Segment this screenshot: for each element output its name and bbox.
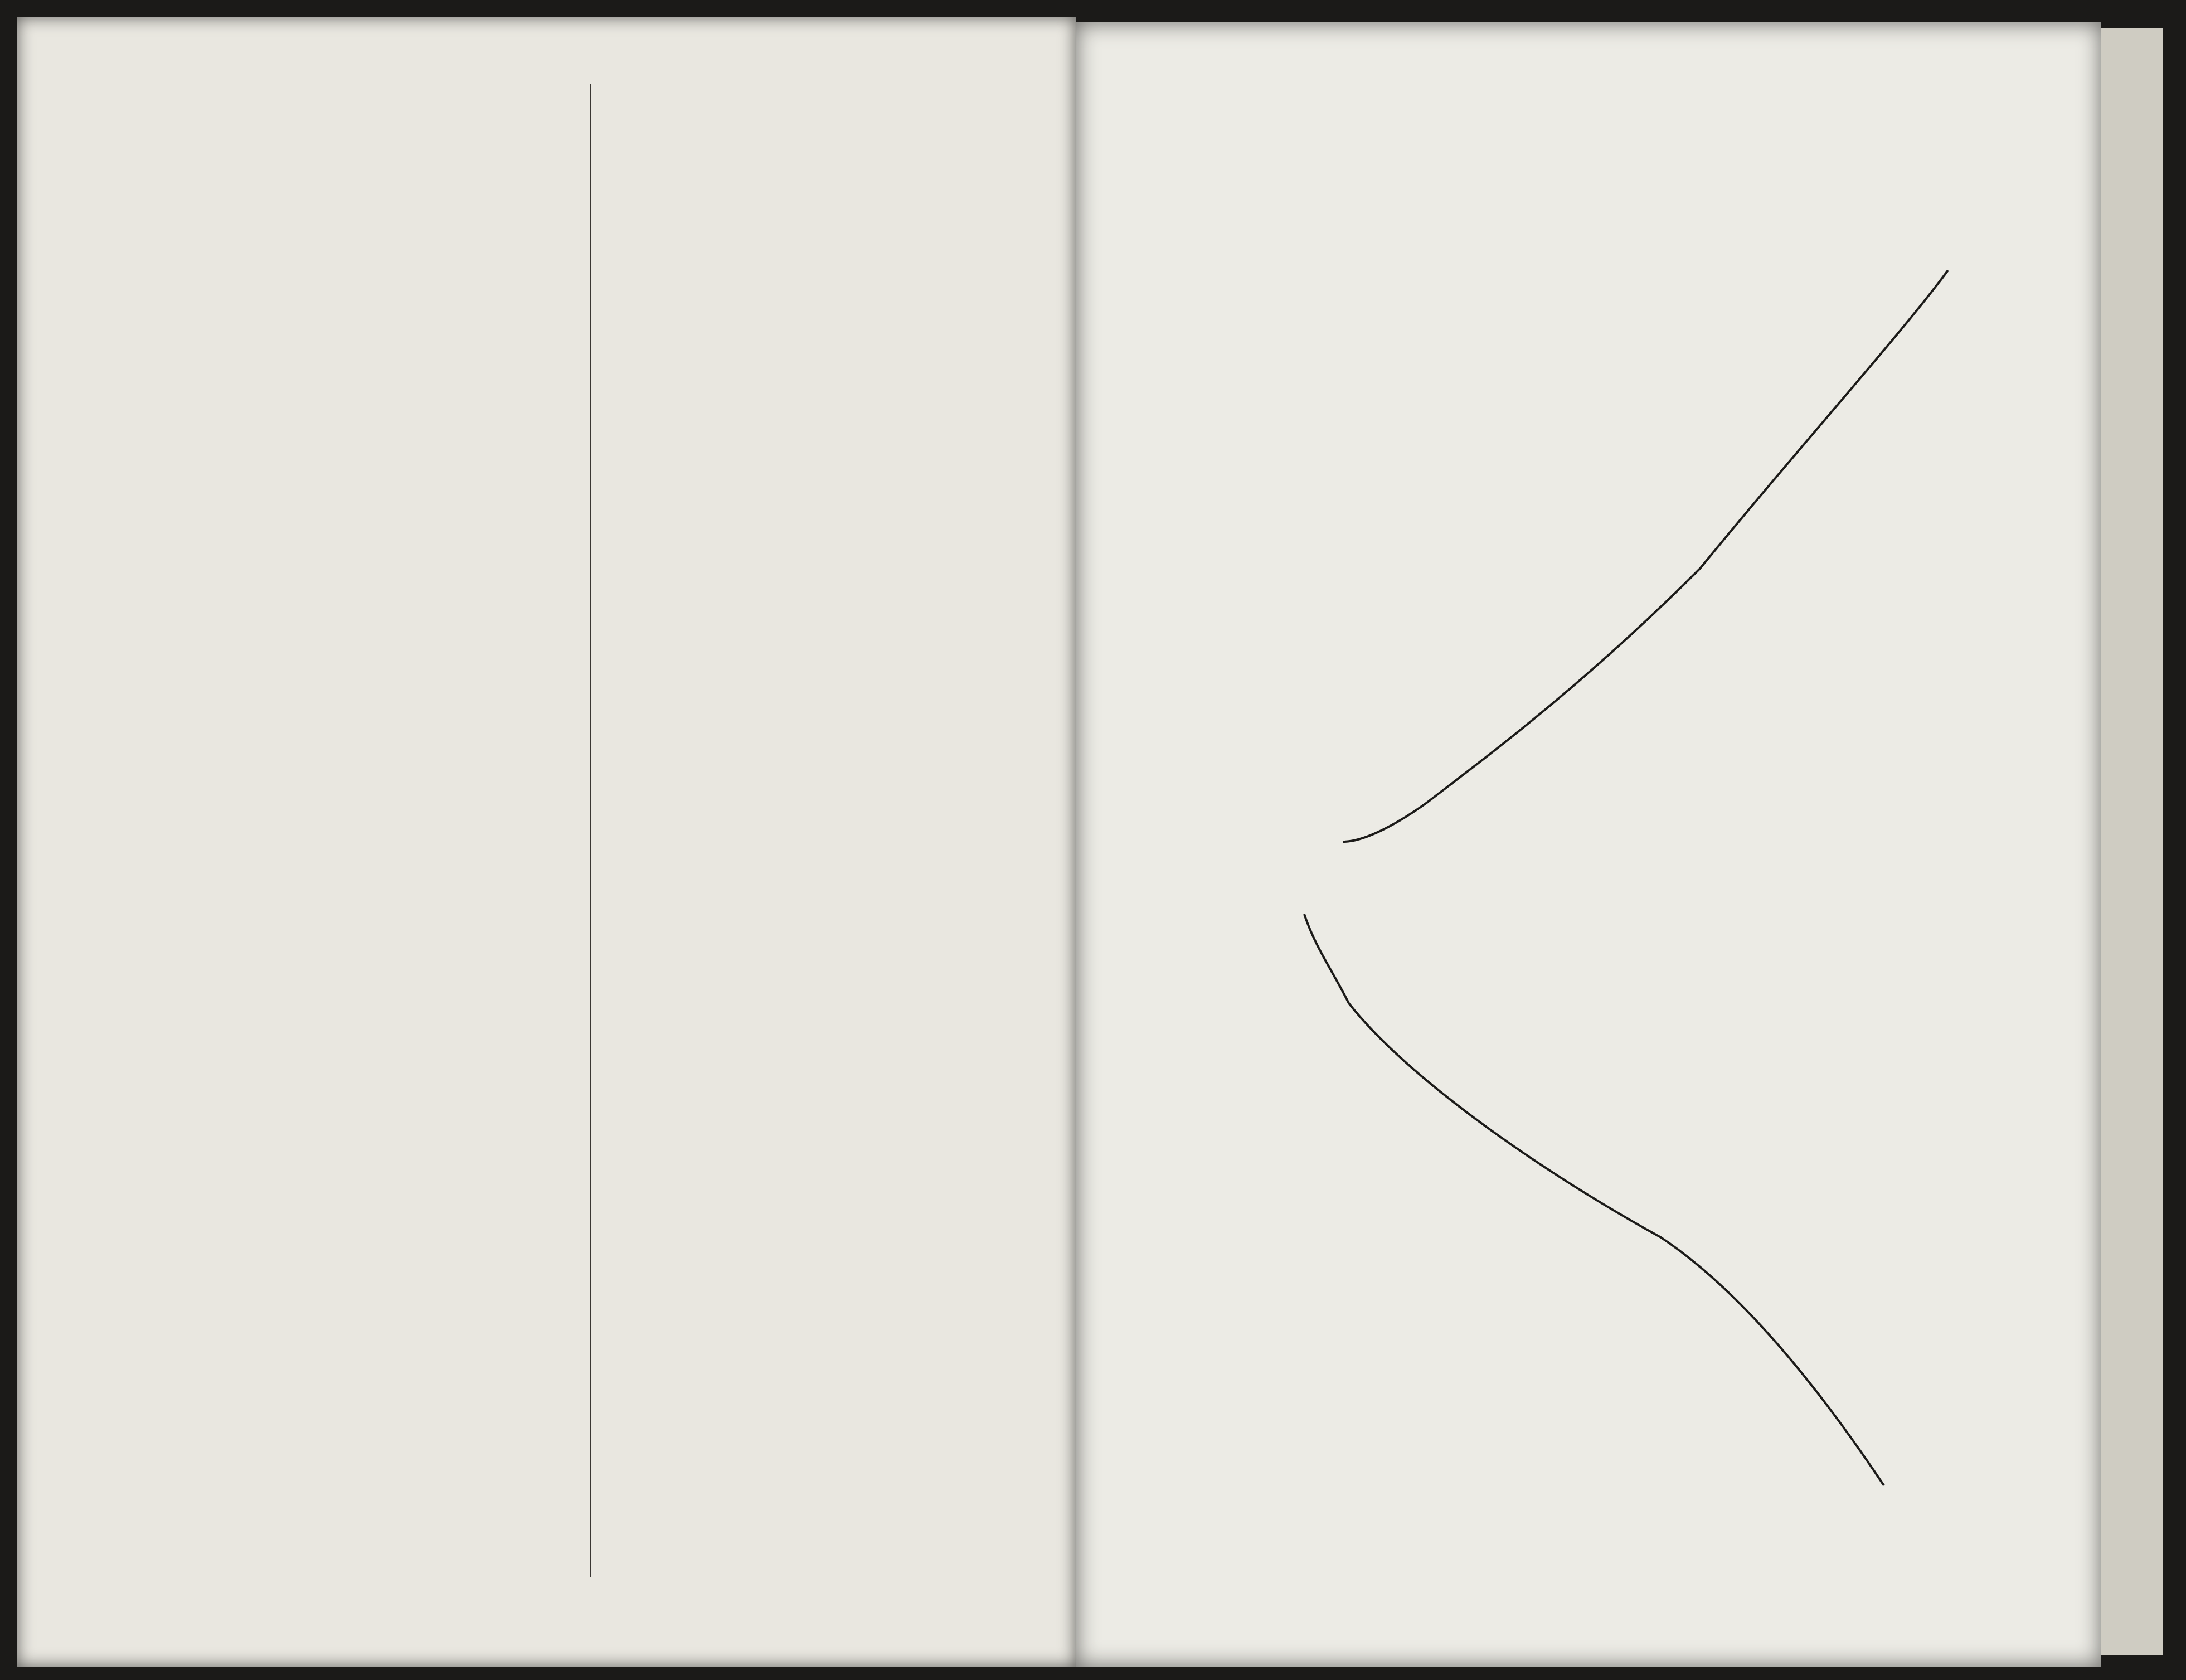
left-page xyxy=(17,17,1076,1667)
instructions-column-left xyxy=(111,84,580,1575)
pen-strike-line-upper xyxy=(1343,270,1948,842)
census-form-grid xyxy=(1076,22,2101,1667)
column-divider xyxy=(590,84,591,1577)
right-page-census-form xyxy=(1076,22,2101,1667)
instructions-column-right xyxy=(599,84,1067,1575)
pen-strike-line-lower xyxy=(1304,914,1884,1485)
